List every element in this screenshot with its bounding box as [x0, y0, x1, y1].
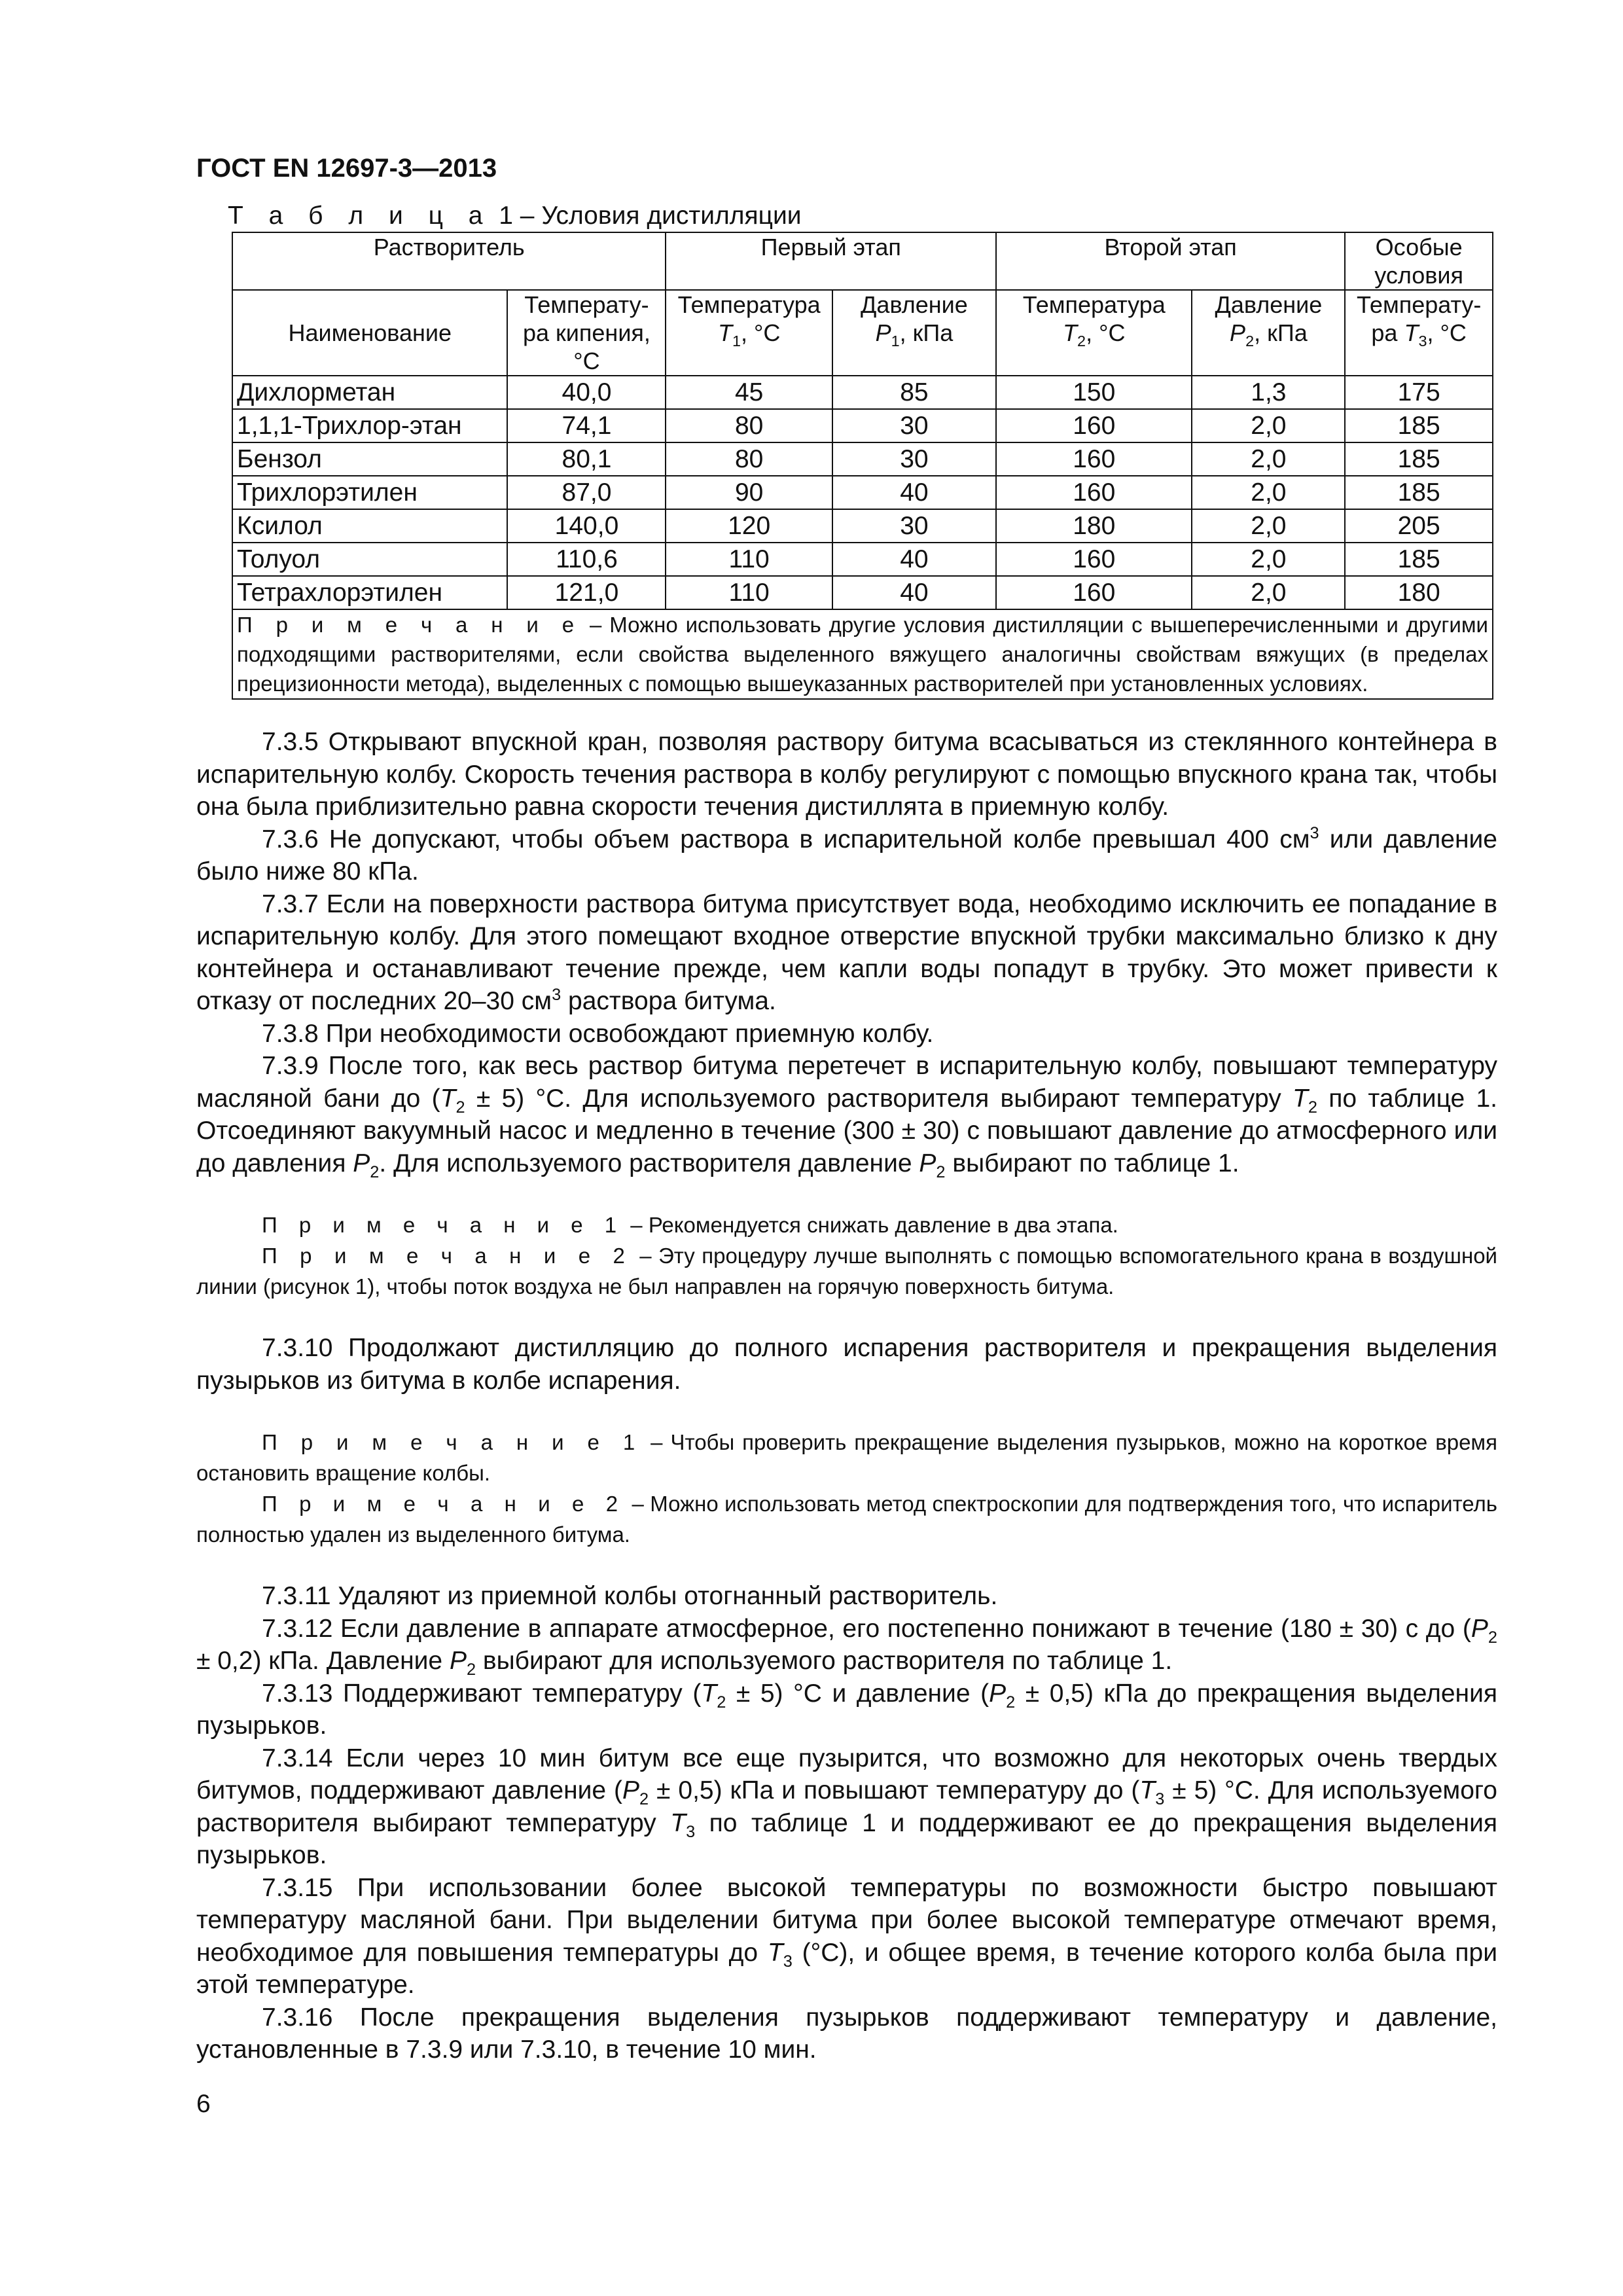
table-note-text: – Можно использовать другие условия дистилляции с вышеперечисленными и другими подходящими растворителями, если свойства выделенного вяжущего аналогичны свойствам вяжущих (в пределах прецизионности метода), выделенных с помощью вышеуказанных растворителей при установленных условиях.	[237, 613, 1488, 696]
column-header-p2	[1192, 290, 1345, 376]
paragraph-7-3-14	[196, 1742, 1497, 1872]
text-segment: (°С), и общее время, в течение которого колба была при этой температуре.	[196, 1938, 1497, 1999]
cell-name: Трихлорэтилен	[232, 476, 507, 509]
cell-boiling: 110,6	[507, 543, 666, 576]
cell-name: Дихлорметан	[232, 376, 507, 409]
note-pressure-2	[196, 1240, 1497, 1302]
cell-t1: 110	[666, 576, 832, 609]
text-segment: ± 0,2) кПа. Давление	[196, 1647, 450, 1675]
table-caption-label: Т а б л и ц а	[228, 202, 492, 230]
note-label: П р и м е ч а н и е 2	[262, 1244, 633, 1268]
symbol-t: T	[1139, 1776, 1156, 1804]
symbol-p: P	[989, 1679, 1007, 1708]
table-row	[232, 476, 1493, 509]
paragraph-7-3-12	[196, 1613, 1497, 1677]
cm-superscript: 3	[1310, 823, 1319, 842]
cell-t2: 160	[996, 409, 1192, 442]
text-segment: ± 5) °С. Для используемого растворителя выбирают температуру	[465, 1084, 1293, 1113]
column-header-p2-subscript: 2	[1245, 332, 1255, 350]
column-header-t3-symbol: T	[1404, 319, 1419, 346]
symbol-p: P	[449, 1647, 467, 1675]
paragraph-7-3-7-text-end: раствора битума.	[561, 987, 776, 1015]
cell-name: Бензол	[232, 442, 507, 476]
column-header-t1-unit: , °C	[740, 319, 781, 346]
paragraph-7-3-8: 7.3.8 При необходимости освобождают приемную колбу.	[262, 1019, 934, 1048]
note-label: П р и м е ч а н и е 2	[262, 1492, 626, 1516]
cell-t2: 160	[996, 576, 1192, 609]
table-row	[232, 509, 1493, 543]
table-caption-text: 1 – Условия дистилляции	[491, 202, 802, 230]
cell-p2: 2,0	[1192, 476, 1345, 509]
cell-t3: 185	[1345, 442, 1493, 476]
paragraph-7-3-7-text: 7.3.7 Если на поверхности раствора битума присутствует вода, необходимо исключить ее попадание в испарительную колбу. Для этого помещают входное отверстие впускной трубки максимально близко к дну контейнера и останавливают течение прежде, чем капли воды попадут в трубку. Это может привести к отказу от последних 20–30 см	[196, 889, 1497, 1015]
text-segment: ± 0,5) кПа до прекращения выделения пузырьков.	[196, 1679, 1497, 1740]
cell-p1: 30	[832, 509, 996, 543]
column-header-t2	[996, 290, 1192, 376]
note-pressure-1	[196, 1210, 1497, 1240]
paragraph-7-3-7	[196, 888, 1497, 1018]
cell-p1: 85	[832, 376, 996, 409]
symbol-t: T	[701, 1679, 717, 1708]
table-group-header-row	[232, 232, 1493, 290]
cell-p2: 2,0	[1192, 409, 1345, 442]
text-segment: по таблице 1 и поддерживают ее до прекращения выделения пузырьков.	[196, 1808, 1497, 1869]
document-header: ГОСТ EN 12697-3—2013	[196, 154, 497, 183]
cell-t3: 180	[1345, 576, 1493, 609]
column-header-t2-label: Температура	[1022, 291, 1166, 318]
cell-boiling: 74,1	[507, 409, 666, 442]
cell-p1: 30	[832, 409, 996, 442]
column-header-t2-symbol: T	[1063, 319, 1078, 346]
subscript: 2	[1488, 1628, 1497, 1647]
group-header-stage2: Второй этап	[996, 232, 1345, 290]
note-text: – Можно использовать метод спектроскопии для подтверждения того, что испаритель полностью удален из выделенного битума.	[196, 1492, 1497, 1547]
table-note-label: П р и м е ч а н и е	[237, 613, 582, 637]
body-content	[196, 726, 1497, 2066]
symbol-t: T	[767, 1938, 783, 1967]
cell-t3: 175	[1345, 376, 1493, 409]
column-header-t3-unit: , °C	[1427, 319, 1467, 346]
subscript: 3	[1155, 1789, 1165, 1808]
text-segment: ± 5) °С и давление (	[726, 1679, 990, 1708]
text-segment: 7.3.13 Поддерживают температуру (	[262, 1679, 702, 1708]
table-row	[232, 543, 1493, 576]
group-header-solvent: Растворитель	[232, 232, 666, 290]
symbol-p: P	[622, 1776, 640, 1804]
group-header-special: Особые условия	[1345, 232, 1493, 290]
note-text: – Эту процедуру лучше выполнять с помощью вспомогательного крана в воздушной линии (рисунок 1), чтобы поток воздуха не был направлен на горячую поверхность битума.	[196, 1244, 1497, 1299]
table-row	[232, 442, 1493, 476]
cell-p1: 40	[832, 476, 996, 509]
cell-p2: 2,0	[1192, 509, 1345, 543]
subscript: 2	[639, 1789, 649, 1808]
text-segment: ± 0,5) кПа и повышают температуру до (	[649, 1776, 1140, 1804]
cell-t2: 180	[996, 509, 1192, 543]
table-note	[232, 609, 1493, 699]
symbol-t: T	[440, 1084, 456, 1113]
symbol-t: T	[1293, 1084, 1308, 1113]
paragraph-7-3-6-text: 7.3.6 Не допускают, чтобы объем раствора в испарительной колбе превышал 400 см	[262, 825, 1310, 853]
cell-t2: 160	[996, 543, 1192, 576]
cell-t1: 45	[666, 376, 832, 409]
paragraph-7-3-11: 7.3.11 Удаляют из приемной колбы отогнанный растворитель.	[262, 1582, 998, 1610]
subscript: 2	[466, 1660, 476, 1679]
cell-t3: 185	[1345, 409, 1493, 442]
cell-t3: 205	[1345, 509, 1493, 543]
subscript: 2	[370, 1162, 380, 1181]
cell-t1: 120	[666, 509, 832, 543]
column-header-t1-label: Температура	[677, 291, 821, 318]
note-label: П р и м е ч а н и е 1	[262, 1213, 625, 1237]
cell-boiling: 140,0	[507, 509, 666, 543]
note-bubbles-2	[196, 1488, 1497, 1550]
text-segment: 7.3.14 Если через 10 мин битум все еще пузырится, что возможно для некоторых очень твердых битумов, поддерживают давление (	[196, 1744, 1497, 1804]
cell-name: Тетрахлорэтилен	[232, 576, 507, 609]
paragraph-7-3-16: 7.3.16 После прекращения выделения пузырьков поддерживают температуру и давление, установленные в 7.3.9 или 7.3.10, в течение 10 мин.	[196, 2003, 1497, 2064]
table-note-row	[232, 609, 1493, 699]
symbol-t: T	[670, 1808, 687, 1837]
cell-t1: 80	[666, 442, 832, 476]
text-segment: по таблице 1. Отсоединяют вакуумный насос и медленно в течение (300 ± 30) с повышают давление до атмосферного или до давления	[196, 1084, 1497, 1177]
column-header-p1	[832, 290, 996, 376]
symbol-p: P	[1471, 1614, 1488, 1643]
text-segment: выбирают по таблице 1.	[945, 1149, 1240, 1177]
column-header-t3	[1345, 290, 1493, 376]
cell-t1: 80	[666, 409, 832, 442]
paragraph-7-3-10: 7.3.10 Продолжают дистилляцию до полного испарения растворителя и прекращения выделения пузырьков из битума в колбе испарения.	[196, 1334, 1497, 1395]
text-segment: 7.3.9 После того, как весь раствор битума перетечет в испарительную колбу, повышают температуру масляной бани до (	[196, 1052, 1497, 1113]
text-segment: 7.3.12 Если давление в аппарате атмосферное, его постепенно понижают в течение (180 ± 30) с до (	[262, 1614, 1471, 1643]
cell-boiling: 40,0	[507, 376, 666, 409]
column-header-boiling: Температу-ра кипения, °C	[507, 290, 666, 376]
cell-p1: 40	[832, 576, 996, 609]
cell-name: Толуол	[232, 543, 507, 576]
paragraph-7-3-9	[196, 1050, 1497, 1179]
document-page	[196, 152, 1497, 2066]
cell-boiling: 80,1	[507, 442, 666, 476]
note-bubbles-1	[196, 1427, 1497, 1488]
cell-p1: 30	[832, 442, 996, 476]
column-header-p2-label: Давление	[1215, 291, 1323, 318]
cell-t2: 160	[996, 442, 1192, 476]
note-text: – Рекомендуется снижать давление в два этапа.	[624, 1213, 1118, 1237]
column-header-p2-unit: , кПа	[1254, 319, 1308, 346]
column-header-p1-label: Давление	[861, 291, 968, 318]
column-header-t1	[666, 290, 832, 376]
cell-t1: 110	[666, 543, 832, 576]
distillation-table	[232, 232, 1493, 700]
column-header-t2-unit: , °C	[1086, 319, 1126, 346]
cell-t2: 160	[996, 476, 1192, 509]
cell-boiling: 87,0	[507, 476, 666, 509]
column-header-p2-symbol: P	[1230, 319, 1246, 346]
cell-t3: 185	[1345, 476, 1493, 509]
subscript: 2	[455, 1098, 465, 1117]
note-text: – Чтобы проверить прекращение выделения пузырьков, можно на короткое время остановить вращение колбы.	[196, 1430, 1497, 1485]
cell-name: Ксилол	[232, 509, 507, 543]
symbol-p: P	[919, 1149, 936, 1177]
table-row	[232, 576, 1493, 609]
table-row	[232, 376, 1493, 409]
paragraph-7-3-6	[196, 823, 1497, 888]
subscript: 2	[1308, 1098, 1317, 1117]
cell-p2: 2,0	[1192, 543, 1345, 576]
cell-t1: 90	[666, 476, 832, 509]
column-header-name: Наименование	[232, 290, 507, 376]
paragraph-7-3-5: 7.3.5 Открывают впускной кран, позволяя раствору битума всасываться из стеклянного контейнера в испарительную колбу. Скорость течения раствора в колбу регулируют с помощью впускного крана так, чтобы она была приблизительно равна скорости течения дистиллята в приемную колбу.	[196, 728, 1497, 821]
column-header-t1-subscript: 1	[732, 332, 741, 350]
symbol-p: P	[353, 1149, 370, 1177]
subscript: 2	[936, 1162, 946, 1181]
paragraph-7-3-13	[196, 1677, 1497, 1742]
table-column-header-row	[232, 290, 1493, 376]
text-segment: ± 5) °С. Для используемого растворителя выбирают температуру	[196, 1776, 1497, 1837]
subscript: 2	[717, 1693, 726, 1712]
note-label: П р и м е ч а н и е 1	[262, 1430, 643, 1454]
column-header-t3-subscript: 3	[1418, 332, 1427, 350]
page-number: 6	[196, 2090, 211, 2118]
column-header-t3-label: Температу-ра	[1356, 291, 1482, 346]
subscript: 3	[783, 1952, 793, 1971]
column-header-t1-symbol: T	[717, 319, 732, 346]
cell-p1: 40	[832, 543, 996, 576]
text-segment: выбирают для используемого растворителя по таблице 1.	[476, 1647, 1173, 1675]
cell-t3: 185	[1345, 543, 1493, 576]
group-header-stage1: Первый этап	[666, 232, 996, 290]
column-header-p1-symbol: P	[875, 319, 891, 346]
text-segment: 7.3.15 При использовании более высокой температуры по возможности быстро повышают температуру масляной бани. При выделении битума при более высокой температуре отмечают время, необходимое для повышения температуры до	[196, 1873, 1497, 1967]
cell-name: 1,1,1-Трихлор-этан	[232, 409, 507, 442]
subscript: 2	[1006, 1693, 1016, 1712]
paragraph-7-3-6-text-end: или давление было ниже 80 кПа.	[196, 825, 1497, 886]
table-caption	[228, 200, 1497, 232]
subscript: 3	[686, 1822, 696, 1841]
text-segment: . Для используемого растворителя давление	[379, 1149, 919, 1177]
cell-t2: 150	[996, 376, 1192, 409]
paragraph-7-3-15	[196, 1872, 1497, 2001]
table-row	[232, 409, 1493, 442]
column-header-p1-subscript: 1	[891, 332, 900, 350]
cell-p2: 1,3	[1192, 376, 1345, 409]
cell-p2: 2,0	[1192, 442, 1345, 476]
cell-boiling: 121,0	[507, 576, 666, 609]
column-header-t2-subscript: 2	[1077, 332, 1086, 350]
cm-superscript: 3	[552, 986, 562, 1004]
column-header-p1-unit: , кПа	[899, 319, 954, 346]
cell-p2: 2,0	[1192, 576, 1345, 609]
